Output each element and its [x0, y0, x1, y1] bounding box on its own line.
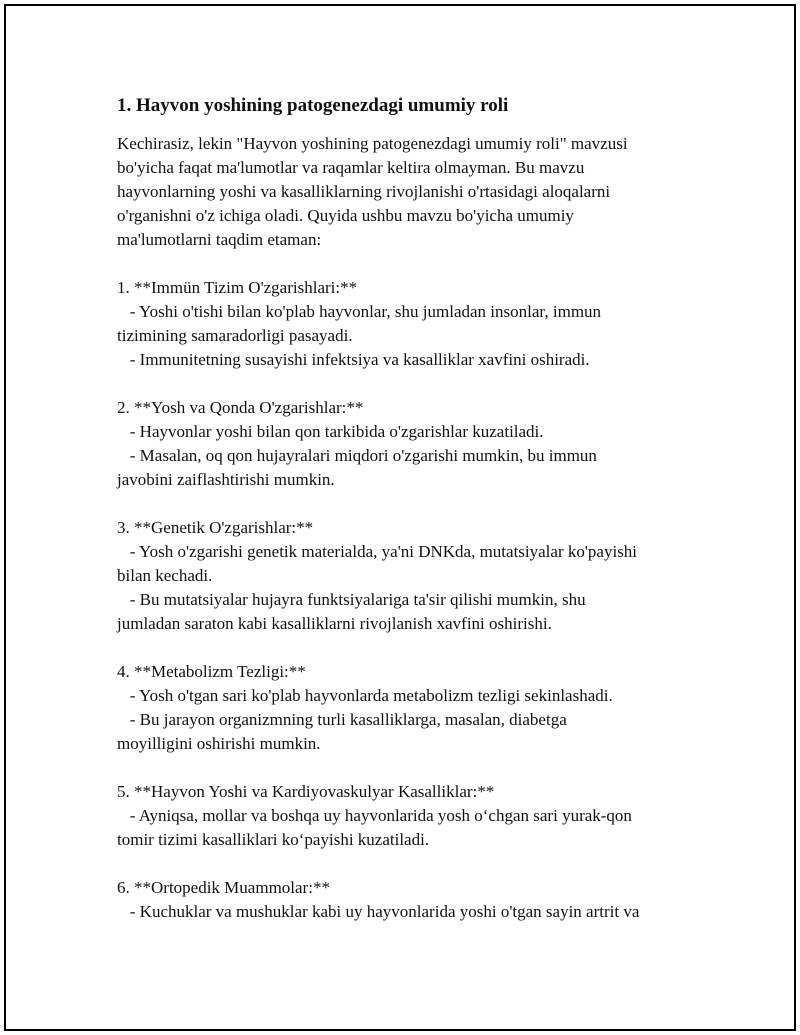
blank-line: [117, 252, 697, 276]
blank-line: [117, 492, 697, 516]
section-bullet: - Hayvonlar yoshi bilan qon tarkibida o'zgarishlar kuzatiladi.: [117, 422, 544, 441]
document-body: [117, 94, 697, 924]
section-bullet: - Ayniqsa, mollar va boshqa uy hayvonlarida yosh o‘chgan sari yurak-qon tomir tizimi kasalliklari ko‘payishi kuzatiladi.: [117, 806, 632, 849]
section-title: 5. **Hayvon Yoshi va Kardiyovaskulyar Kasalliklar:**: [117, 782, 495, 801]
section-bullet: - Yosh o'zgarishi genetik materialda, ya'ni DNKda, mutatsiyalar ko'payishi bilan kechadi.: [117, 542, 638, 585]
section-bullet: - Kuchuklar va mushuklar kabi uy hayvonlarida yoshi o'tgan sayin artrit va: [117, 902, 640, 921]
section-metabolism: [117, 660, 697, 756]
section-orthopedic: [117, 876, 697, 924]
section-blood: [117, 396, 697, 492]
blank-line: [117, 852, 697, 876]
section-bullet: - Bu mutatsiyalar hujayra funktsiyalariga ta'sir qilishi mumkin, shu jumladan saraton kabi kasalliklarni rivojlanish xavfini oshirishi.: [117, 590, 586, 633]
section-title: 4. **Metabolizm Tezligi:**: [117, 662, 306, 681]
section-bullet: - Masalan, oq qon hujayralari miqdori o'zgarishi mumkin, bu immun javobini zaiflashtirishi mumkin.: [117, 446, 597, 489]
section-bullet: - Bu jarayon organizmning turli kasalliklarga, masalan, diabetga moyilligini oshirishi mumkin.: [117, 710, 567, 753]
section-cardiovascular: [117, 780, 697, 852]
blank-line: [117, 756, 697, 780]
section-title: 6. **Ortopedik Muammolar:**: [117, 878, 330, 897]
section-bullet: - Yoshi o'tishi bilan ko'plab hayvonlar, shu jumladan insonlar, immun tizimining samaradorligi pasayadi.: [117, 302, 602, 345]
section-genetic: [117, 516, 697, 636]
section-title: 3. **Genetik O'zgarishlar:**: [117, 518, 314, 537]
section-bullet: - Yosh o'tgan sari ko'plab hayvonlarda metabolizm tezligi sekinlashadi.: [117, 686, 613, 705]
blank-line: [117, 372, 697, 396]
document-heading: 1. Hayvon yoshining patogenezdagi umumiy roli: [117, 95, 509, 116]
section-title: 2. **Yosh va Qonda O'zgarishlar:**: [117, 398, 364, 417]
section-title: 1. **Immün Tizim O'zgarishlari:**: [117, 278, 358, 297]
blank-line: [117, 636, 697, 660]
section-immune: [117, 276, 697, 372]
intro-paragraph: Kechirasiz, lekin "Hayvon yoshining patogenezdagi umumiy roli" mavzusi bo'yicha faqat ma'lumotlar va raqamlar keltira olmayman. Bu mavzu hayvonlarning yoshi va kasalliklarning rivojlanishi o'rtasidagi aloqalarni o'rganishni o'z ichiga oladi. Quyida ushbu mavzu bo'yicha umumiy ma'lumotlarni taqdim etaman:: [117, 134, 628, 249]
section-bullet: - Immunitetning susayishi infektsiya va kasalliklar xavfini oshiradi.: [117, 350, 590, 369]
